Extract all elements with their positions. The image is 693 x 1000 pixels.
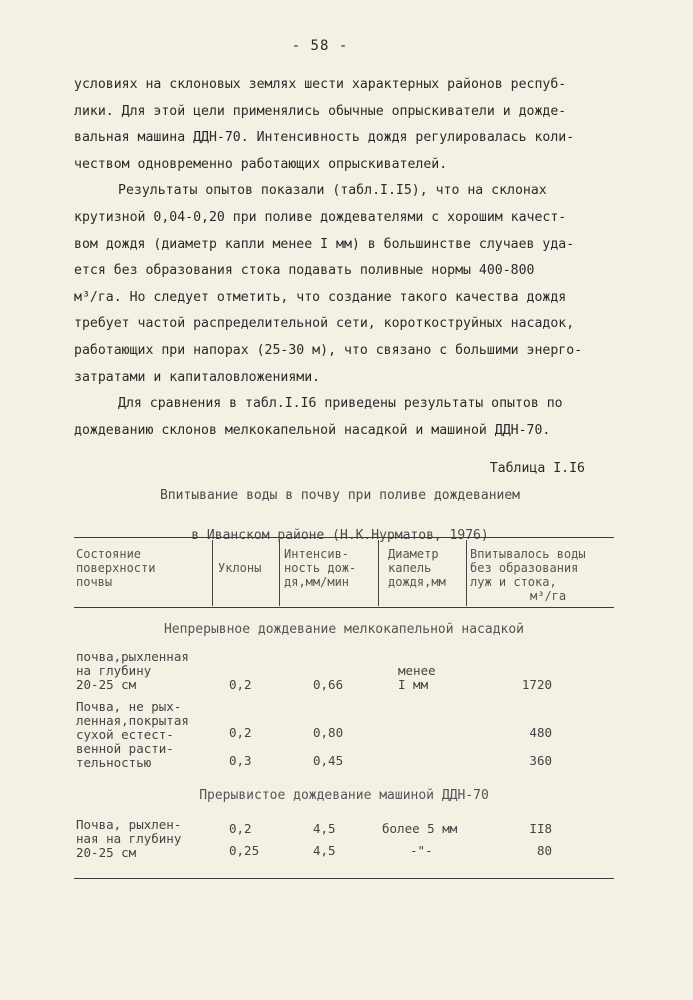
cell-text: более 5 мм: [382, 821, 458, 836]
intensity-cell: 0,45: [313, 753, 344, 768]
soil-cell: [76, 650, 189, 692]
soil-cell: [76, 818, 181, 846]
soil-cell: [76, 846, 136, 860]
table-header: [74, 537, 614, 609]
cell-text: ная на глубину: [76, 831, 182, 846]
cell-text: -"-: [410, 843, 433, 858]
intensity-cell: 4,5: [313, 843, 336, 858]
cell-text: Почва, не рых-: [76, 699, 182, 714]
intensity-cell: 4,5: [313, 821, 336, 836]
paragraph-3: [74, 391, 634, 444]
cell-text: 20-25 см: [76, 845, 137, 860]
cell-text: I мм: [398, 677, 429, 692]
header-text: Впитывалось воды: [470, 547, 586, 561]
text-line: условиях на склоновых землях шести характерных районов респуб-: [74, 77, 567, 92]
text-line: вальная машина ДДН-70. Интенсивность дождя регулировалась коли-: [74, 130, 575, 146]
text-line: крутизной 0,04-0,20 при поливе дождевателями с хорошим качест-: [74, 209, 567, 225]
slope-cell: 0,2: [229, 725, 252, 740]
text-line: вом дождя (диаметр капли менее I мм) в большинстве случаев уда-: [74, 236, 575, 252]
header-text: Диаметр: [388, 547, 439, 561]
diameter-cell: [382, 822, 457, 836]
header-text: поверхности: [76, 561, 156, 575]
header-text: Состояние: [76, 547, 142, 561]
cell-text: венной расти-: [76, 741, 174, 756]
intensity-cell: 0,80: [313, 725, 344, 740]
header-text: луж и стока,: [470, 575, 557, 589]
cell-text: почва,рыхленная: [76, 649, 189, 664]
absorbed-cell: 360: [529, 753, 552, 768]
header-text: без образования: [470, 561, 579, 575]
diameter-cell: [410, 844, 433, 858]
soil-cell: [76, 756, 151, 770]
text-line: м³/га. Но следует отметить, что создание такого качества дождя: [74, 289, 567, 305]
header-text: ность дож-: [284, 561, 357, 575]
page-number: - 58 -: [291, 38, 349, 54]
absorbed-cell: 80: [536, 843, 552, 858]
header-soil-state: [76, 547, 155, 589]
slope-cell: 0,3: [229, 753, 252, 768]
header-absorbed-water: [470, 547, 586, 603]
text-line: Результаты опытов показали (табл.I.I5), что на склонах: [118, 183, 547, 199]
paragraph-1: [74, 72, 634, 178]
text-line: затратами и капиталовложениями.: [74, 369, 321, 385]
header-text: дя,мм/мин: [284, 575, 350, 589]
text-line: Для сравнения в табл.I.I6 приведены результаты опытов по: [118, 396, 563, 412]
header-text: м³/га: [530, 589, 567, 603]
soil-cell: [76, 700, 189, 756]
header-text: почвы: [76, 575, 113, 589]
header-drop-diameter: [388, 547, 446, 589]
text-line: работающих при напорах (25-30 м), что связано с большими энерго-: [74, 342, 583, 358]
text-line: чеством одновременно работающих опрыскивателей.: [74, 156, 448, 172]
header-text: Уклоны: [218, 561, 262, 575]
absorbed-cell: II8: [529, 821, 552, 836]
slope-cell: 0,2: [229, 821, 252, 836]
cell-text: менее: [398, 663, 436, 678]
absorbed-cell: 480: [529, 725, 552, 740]
slope-cell: 0,2: [229, 677, 252, 692]
text-line: требует частой распределительной сети, короткоструйных насадок,: [74, 316, 575, 332]
table-bottom-rule: [74, 878, 614, 879]
text-line: дождеванию склонов мелкокапельной насадкой и машиной ДДН-70.: [74, 422, 551, 438]
cell-text: на глубину: [76, 663, 152, 678]
section-title: Прерывистое дождевание машиной ДДН-70: [199, 788, 489, 803]
cell-text: 20-25 см: [76, 677, 137, 692]
table-label: Таблица I.I6: [489, 461, 585, 476]
body-text: [74, 72, 634, 444]
text-line: лики. Для этой цели применялись обычные опрыскиватели и дожде-: [74, 103, 567, 119]
text-line: ется без образования стока подавать поливные нормы 400-800: [74, 263, 535, 279]
paragraph-2: [74, 178, 634, 391]
section-title: Непрерывное дождевание мелкокапельной насадкой: [163, 622, 525, 637]
cell-text: ленная,покрытая: [76, 713, 189, 728]
header-intensity: [284, 547, 356, 589]
header-text: капель: [388, 561, 432, 575]
diameter-cell: [398, 664, 436, 692]
caption-line: Впитывание воды в почву при поливе дождеванием: [159, 488, 521, 503]
absorbed-cell: 1720: [521, 677, 552, 692]
intensity-cell: 0,66: [313, 677, 344, 692]
slope-cell: 0,25: [229, 843, 260, 858]
cell-text: Почва, рыхлен-: [76, 817, 182, 832]
cell-text: тельностью: [76, 755, 152, 770]
header-text: дождя,мм: [388, 575, 446, 589]
header-text: Интенсив-: [284, 547, 350, 561]
cell-text: сухой естест-: [76, 727, 174, 742]
caption-line: в Иванском районе (Н.К.Нурматов, 1976): [191, 528, 489, 543]
header-slope: [218, 561, 261, 575]
